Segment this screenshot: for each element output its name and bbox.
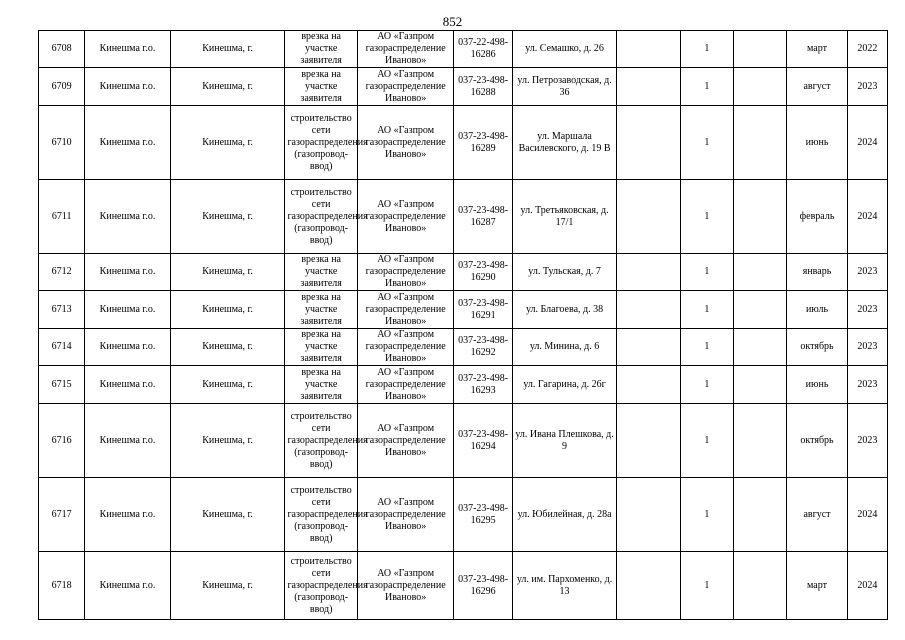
address-cell: ул. Юбилейная, д. 28а (512, 478, 617, 552)
municipality-cell: Кинешма г.о. (85, 404, 171, 478)
table-row (39, 404, 888, 478)
municipality-cell: Кинешма г.о. (85, 478, 171, 552)
empty-cell (617, 106, 680, 180)
organization-cell: АО «Газпром газораспределение Иваново» (357, 31, 454, 68)
municipality-cell: Кинешма г.о. (85, 31, 171, 68)
row-number: 6711 (39, 180, 85, 254)
quantity-cell: 1 (680, 180, 733, 254)
organization-cell: АО «Газпром газораспределение Иваново» (357, 478, 454, 552)
municipality-cell: Кинешма г.о. (85, 68, 171, 106)
address-cell: ул. Семашко, д. 26 (512, 31, 617, 68)
row-number: 6718 (39, 552, 85, 620)
address-cell: ул. Третьяковская, д. 17/1 (512, 180, 617, 254)
locality-cell: Кинешма, г. (170, 478, 285, 552)
month-cell: июнь (787, 106, 847, 180)
code-cell: 037-22-498-16286 (454, 31, 512, 68)
table-row (39, 291, 888, 329)
table-row (39, 180, 888, 254)
empty-cell (734, 254, 787, 291)
empty-cell (734, 552, 787, 620)
quantity-cell: 1 (680, 31, 733, 68)
address-cell: ул. Минина, д. 6 (512, 329, 617, 366)
organization-cell: АО «Газпром газораспределение Иваново» (357, 68, 454, 106)
table-row (39, 366, 888, 404)
locality-cell: Кинешма, г. (170, 31, 285, 68)
quantity-cell: 1 (680, 366, 733, 404)
work-type-cell: строительство сети газораспределения (газопровод-ввод) (285, 180, 357, 254)
row-number: 6709 (39, 68, 85, 106)
quantity-cell: 1 (680, 106, 733, 180)
month-cell: июль (787, 291, 847, 329)
row-number: 6713 (39, 291, 85, 329)
work-type-cell: строительство сети газораспределения (газопровод-ввод) (285, 478, 357, 552)
year-cell: 2024 (847, 552, 887, 620)
empty-cell (617, 254, 680, 291)
locality-cell: Кинешма, г. (170, 180, 285, 254)
year-cell: 2023 (847, 68, 887, 106)
empty-cell (617, 180, 680, 254)
month-cell: октябрь (787, 404, 847, 478)
organization-cell: АО «Газпром газораспределение Иваново» (357, 552, 454, 620)
code-cell: 037-23-498-16290 (454, 254, 512, 291)
year-cell: 2023 (847, 329, 887, 366)
table-row (39, 329, 888, 366)
organization-cell: АО «Газпром газораспределение Иваново» (357, 291, 454, 329)
municipality-cell: Кинешма г.о. (85, 106, 171, 180)
quantity-cell: 1 (680, 291, 733, 329)
address-cell: ул. Маршала Василевского, д. 19 В (512, 106, 617, 180)
locality-cell: Кинешма, г. (170, 254, 285, 291)
work-type-cell: строительство сети газораспределения (газопровод-ввод) (285, 106, 357, 180)
code-cell: 037-23-498-16295 (454, 478, 512, 552)
locality-cell: Кинешма, г. (170, 366, 285, 404)
empty-cell (734, 291, 787, 329)
table-row (39, 254, 888, 291)
organization-cell: АО «Газпром газораспределение Иваново» (357, 404, 454, 478)
quantity-cell: 1 (680, 68, 733, 106)
month-cell: август (787, 478, 847, 552)
year-cell: 2022 (847, 31, 887, 68)
locality-cell: Кинешма, г. (170, 329, 285, 366)
year-cell: 2024 (847, 478, 887, 552)
table-row (39, 552, 888, 620)
year-cell: 2023 (847, 291, 887, 329)
quantity-cell: 1 (680, 552, 733, 620)
organization-cell: АО «Газпром газораспределение Иваново» (357, 329, 454, 366)
table-row (39, 31, 888, 68)
empty-cell (734, 68, 787, 106)
locality-cell: Кинешма, г. (170, 291, 285, 329)
work-type-cell: строительство сети газораспределения (газопровод-ввод) (285, 404, 357, 478)
quantity-cell: 1 (680, 478, 733, 552)
address-cell: ул. Тульская, д. 7 (512, 254, 617, 291)
address-cell: ул. Ивана Плешкова, д. 9 (512, 404, 617, 478)
municipality-cell: Кинешма г.о. (85, 180, 171, 254)
empty-cell (734, 180, 787, 254)
address-cell: ул. Петрозаводская, д. 36 (512, 68, 617, 106)
row-number: 6716 (39, 404, 85, 478)
address-cell: ул. Благоева, д. 38 (512, 291, 617, 329)
month-cell: январь (787, 254, 847, 291)
year-cell: 2024 (847, 106, 887, 180)
empty-cell (734, 366, 787, 404)
municipality-cell: Кинешма г.о. (85, 254, 171, 291)
empty-cell (617, 404, 680, 478)
table-body (39, 31, 888, 620)
empty-cell (734, 106, 787, 180)
locality-cell: Кинешма, г. (170, 552, 285, 620)
quantity-cell: 1 (680, 254, 733, 291)
empty-cell (617, 552, 680, 620)
work-type-cell: врезка на участке заявителя (285, 68, 357, 106)
address-cell: ул. им. Пархоменко, д. 13 (512, 552, 617, 620)
address-cell: ул. Гагарина, д. 26г (512, 366, 617, 404)
empty-cell (617, 366, 680, 404)
work-type-cell: врезка на участке заявителя (285, 254, 357, 291)
organization-cell: АО «Газпром газораспределение Иваново» (357, 366, 454, 404)
empty-cell (734, 31, 787, 68)
work-type-cell: врезка на участке заявителя (285, 31, 357, 68)
quantity-cell: 1 (680, 404, 733, 478)
code-cell: 037-23-498-16288 (454, 68, 512, 106)
code-cell: 037-23-498-16296 (454, 552, 512, 620)
empty-cell (617, 68, 680, 106)
table-row (39, 106, 888, 180)
municipality-cell: Кинешма г.о. (85, 291, 171, 329)
year-cell: 2023 (847, 366, 887, 404)
gas-connection-table (38, 30, 888, 620)
month-cell: март (787, 552, 847, 620)
organization-cell: АО «Газпром газораспределение Иваново» (357, 106, 454, 180)
month-cell: август (787, 68, 847, 106)
empty-cell (617, 329, 680, 366)
municipality-cell: Кинешма г.о. (85, 329, 171, 366)
page-number: 852 (442, 14, 463, 29)
empty-cell (734, 404, 787, 478)
table-row (39, 478, 888, 552)
code-cell: 037-23-498-16293 (454, 366, 512, 404)
empty-cell (617, 31, 680, 68)
organization-cell: АО «Газпром газораспределение Иваново» (357, 254, 454, 291)
work-type-cell: строительство сети газораспределения (газопровод-ввод) (285, 552, 357, 620)
code-cell: 037-23-498-16289 (454, 106, 512, 180)
code-cell: 037-23-498-16294 (454, 404, 512, 478)
municipality-cell: Кинешма г.о. (85, 552, 171, 620)
empty-cell (617, 478, 680, 552)
locality-cell: Кинешма, г. (170, 106, 285, 180)
year-cell: 2024 (847, 180, 887, 254)
row-number: 6710 (39, 106, 85, 180)
table-row (39, 68, 888, 106)
code-cell: 037-23-498-16287 (454, 180, 512, 254)
organization-cell: АО «Газпром газораспределение Иваново» (357, 180, 454, 254)
code-cell: 037-23-498-16291 (454, 291, 512, 329)
month-cell: июнь (787, 366, 847, 404)
locality-cell: Кинешма, г. (170, 404, 285, 478)
empty-cell (617, 291, 680, 329)
work-type-cell: врезка на участке заявителя (285, 366, 357, 404)
row-number: 6715 (39, 366, 85, 404)
locality-cell: Кинешма, г. (170, 68, 285, 106)
row-number: 6708 (39, 31, 85, 68)
quantity-cell: 1 (680, 329, 733, 366)
year-cell: 2023 (847, 254, 887, 291)
row-number: 6714 (39, 329, 85, 366)
empty-cell (734, 329, 787, 366)
row-number: 6712 (39, 254, 85, 291)
month-cell: февраль (787, 180, 847, 254)
work-type-cell: врезка на участке заявителя (285, 291, 357, 329)
work-type-cell: врезка на участке заявителя (285, 329, 357, 366)
row-number: 6717 (39, 478, 85, 552)
municipality-cell: Кинешма г.о. (85, 366, 171, 404)
month-cell: октябрь (787, 329, 847, 366)
code-cell: 037-23-498-16292 (454, 329, 512, 366)
month-cell: март (787, 31, 847, 68)
empty-cell (734, 478, 787, 552)
year-cell: 2023 (847, 404, 887, 478)
